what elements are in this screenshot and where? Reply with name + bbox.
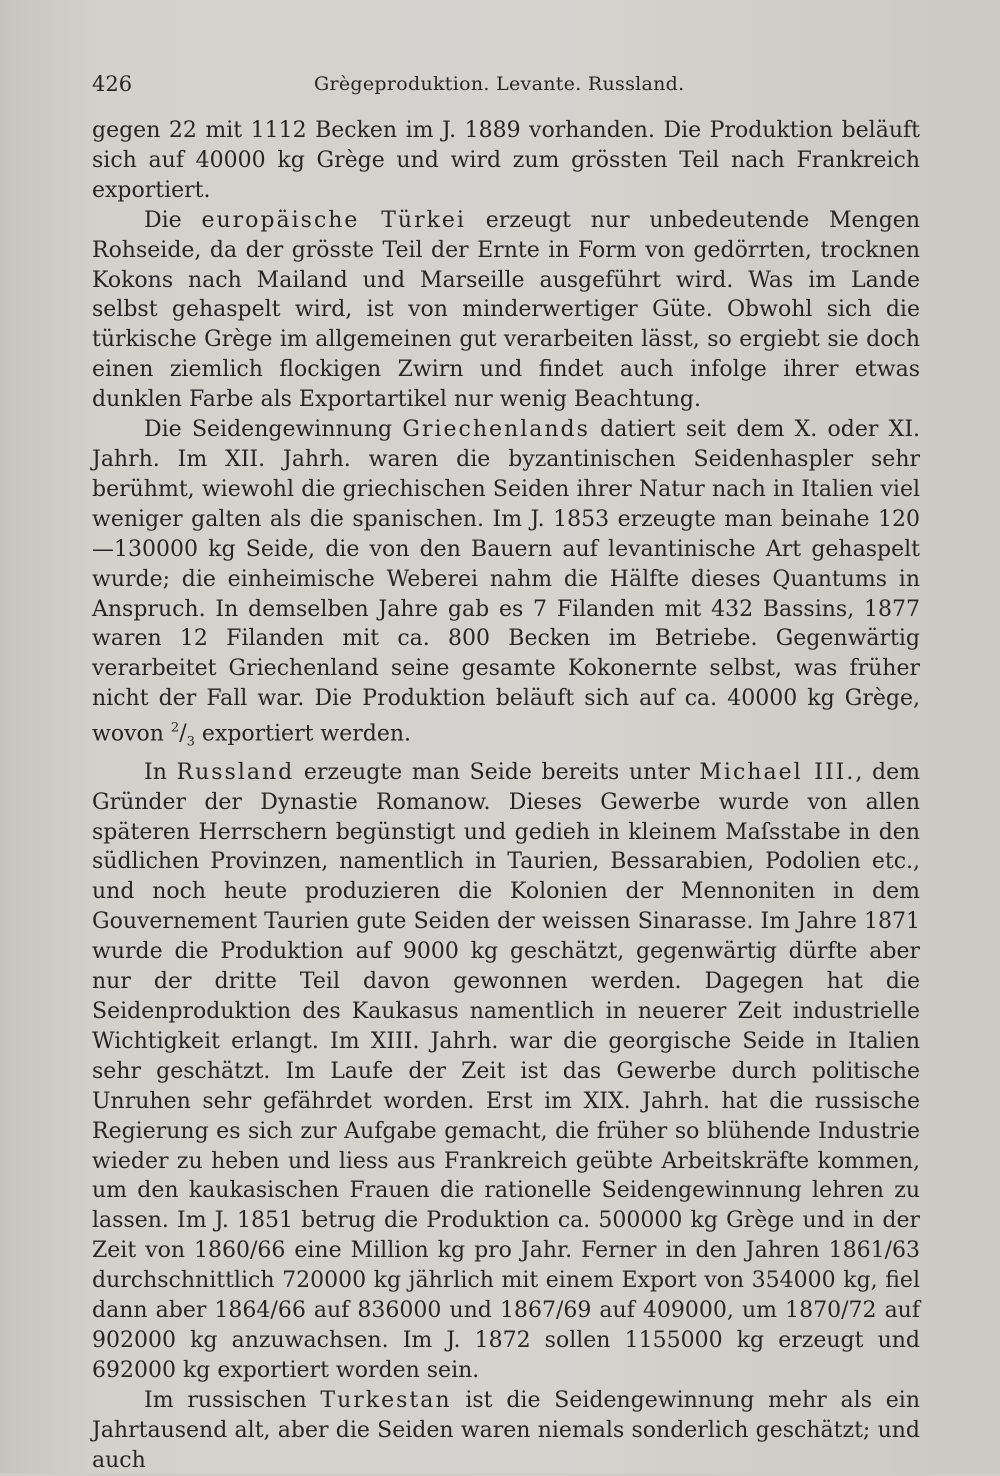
running-title: Grègeproduktion. Levante. Russland. [314,73,685,95]
paragraph-russland-start: In [144,759,177,785]
paragraph-continuation: gegen 22 mit 1112 Becken im J. 1889 vorhanden. Die Produktion beläuft sich auf 40000 kg Grège und wird zum grössten Teil nach Frankreich exportiert. [92,118,920,203]
paragraph-turkestan-rest: ist die Seidengewinnung mehr als ein Jahrtausend alt, aber die Seiden waren niemals sonderlich geschätzt; und auch [92,1387,921,1473]
emphasis-griechenlands: Griechenlands [402,417,590,443]
body-text [92,116,920,1476]
page-header [92,72,920,100]
fraction-numerator: 2 [170,721,180,737]
page-number: 426 [92,72,133,96]
emphasis-michael-iii: Michael III. [699,759,856,785]
paragraph-griechenland-start: Die Seidengewinnung [144,417,403,443]
paragraph-tuerkei-start: Die [144,207,202,233]
paragraph-tuerkei [92,206,920,415]
paragraph-tuerkei-rest: erzeugt nur unbedeutende Mengen Rohseide, da der grösste Teil der Ernte in Form von gedörrten, trocknen Kokons nach Mailand und Marseille ausgeführt wird. Was im Lande selbst gehaspelt wird, ist von minderwertiger Güte. Obwohl sich die türkische Grège im allgemeinen gut verarbeiten lässt, so ergiebt sie doch einen ziemlich flockigen Zwirn und findet auch infolge ihrer etwas dunklen Farbe als Exportartikel nur wenig Beachtung. [92,207,920,413]
paragraph-griechenland [92,415,920,758]
paragraph-russland [92,758,920,1386]
paragraph-turkestan [92,1386,920,1476]
emphasis-russland: Russland [176,759,295,785]
paragraph-turkestan-start: Im russischen [144,1387,321,1413]
paragraph-griechenland-rest: datiert seit dem X. oder XI. Jahrh. Im XII. Jahrh. waren die byzantinischen Seidenhaspler sehr berühmt, wiewohl die griechischen Seiden ihrer Natur nach in Italien viel weniger galten als die spanischen. Im J. 1853 erzeugte man beinahe 120—130000 kg Seide, die von den Bauern auf levantinische Art gehaspelt wurde; die einheimische Weberei nahm die Hälfte dieses Quantums in Anspruch. In demselben Jahre gab es 7 Filanden mit 432 Bassins, 1877 waren 12 Filanden mit ca. 800 Becken im Betriebe. Gegenwärtig verarbeitet Griechenland seine gesamte Kokonernte selbst, was früher nicht der Fall war. Die Produktion beläuft sich auf ca. 40000 kg Grège, wovon [92,417,920,747]
emphasis-europaeische-tuerkei: europäische Türkei [201,207,466,233]
paragraph-griechenland-end: exportiert werden. [194,721,412,747]
fraction-two-thirds: $^2/_3$ [170,721,195,750]
fraction-denominator: 3 [186,734,195,750]
emphasis-turkestan: Turkestan [320,1387,452,1413]
paragraph-russland-rest: , dem Gründer der Dynastie Romanow. Dieses Gewerbe wurde von allen späteren Herrschern begünstigt und gedieh in kleinem Maſsstabe in den südlichen Provinzen, namentlich in Taurien, Bessarabien, Podolien etc., und noch heute produzieren die Kolonien der Mennoniten in dem Gouvernement Taurien gute Seiden der weissen Sinarasse. Im Jahre 1871 wurde die Produktion auf 9000 kg geschätzt, gegenwärtig dürfte aber nur der dritte Teil davon gewonnen werden. Dagegen hat die Seidenproduktion des Kaukasus namentlich in neuerer Zeit industrielle Wichtigkeit erlangt. Im XIII. Jahrh. war die georgische Seide in Italien sehr geschätzt. Im Laufe der Zeit ist das Gewerbe durch politische Unruhen sehr gefährdet worden. Erst im XIX. Jahrh. hat die russische Regierung es sich zur Aufgabe gemacht, die früher so blühende Industrie wieder zu heben und liess aus Frankreich geübte Arbeitskräfte kommen, um den kaukasischen Frauen die rationelle Seidengewinnung lehren zu lassen. Im J. 1851 betrug die Produktion ca. 500000 kg Grège und in der Zeit von 1860/66 eine Million kg pro Jahr. Ferner in den Jahren 1861/63 durchschnittlich 720000 kg jährlich mit einem Export von 354000 kg, fiel dann aber 1864/66 auf 836000 und 1867/69 auf 409000, um 1870/72 auf 902000 kg anzuwachsen. Im J. 1872 sollen 1155000 kg erzeugt und 692000 kg exportiert worden sein. [92,759,920,1383]
paragraph-russland-mid: erzeugte man Seide bereits unter [294,759,700,785]
